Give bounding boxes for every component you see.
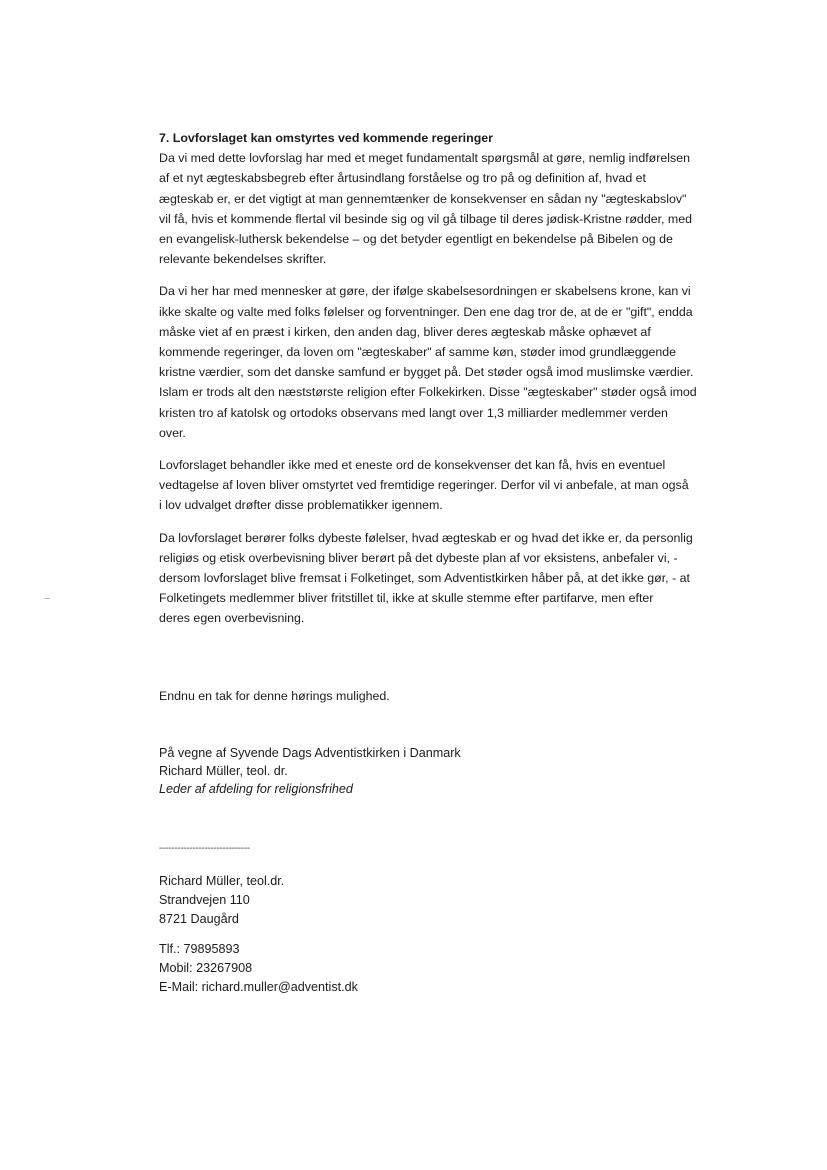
- signature-block: [159, 744, 461, 798]
- paragraph-line: deres egen overbevisning.: [159, 611, 305, 626]
- address-city: 8721 Daugård: [159, 912, 239, 926]
- scan-artifact: [44, 598, 50, 602]
- signature-role: Leder af afdeling for religionsfrihed: [159, 782, 353, 796]
- paragraph-line: Lovforslaget behandler ikke med et eneste ord de konsekvenser det kan få, hvis en eventuel: [159, 458, 666, 473]
- paragraph-line: af et nyt ægteskabsbegreb efter årtusindlang forståelse og tro på og definition af, hvad et: [159, 171, 646, 186]
- paragraph-line: Folketingets medlemmer bliver fritstillet til, ikke at skulle stemme efter partifarve, men efter: [159, 591, 654, 606]
- closing-thanks: Endnu en tak for denne hørings mulighed.: [159, 689, 390, 703]
- signature-name: Richard Müller, teol. dr.: [159, 764, 288, 778]
- separator-line: ------------------------------: [159, 843, 250, 854]
- paragraph-line: vil få, hvis et kommende flertal vil besinde sig og vil gå tilbage til deres jødisk-Kristne rødder, med: [159, 211, 693, 226]
- contact-block: [159, 940, 358, 997]
- paragraph-4: [159, 528, 779, 629]
- address-name: Richard Müller, teol.dr.: [159, 874, 285, 888]
- paragraph-line: Islam er trods alt den næststørste religion efter Folkekirken. Disse "ægteskaber" støder også imod: [159, 385, 697, 400]
- paragraph-line: i lov udvalget drøfter disse problematikker igennem.: [159, 498, 443, 513]
- contact-phone: Tlf.: 79895893: [159, 942, 240, 956]
- paragraph-line: Da vi her har med mennesker at gøre, der ifølge skabelsesordningen er skabelsens krone, kan vi: [159, 284, 691, 299]
- paragraph-line: kristen tro af katolsk og ortodoks observans med langt over 1,3 milliarder medlemmer verden: [159, 405, 668, 420]
- section-heading: 7. Lovforslaget kan omstyrtes ved kommende regeringer: [159, 131, 493, 145]
- paragraph-3: [159, 455, 779, 516]
- paragraph-line: religiøs og etisk overbevisning bliver berørt på det dybeste plan af vor eksistens, anbefaler vi, -: [159, 550, 678, 565]
- paragraph-line: måske viet af en præst i kirken, den anden dag, bliver deres ægteskab måske ophævet af: [159, 324, 651, 339]
- paragraph-line: kommende regeringer, da loven om "ægteskaber" af samme køn, støder imod grundlæggende: [159, 345, 677, 360]
- paragraph-line: dersom lovforslaget blive fremsat i Folketinget, som Adventistkirken håber på, at det ikke gør, - at: [159, 571, 690, 586]
- address-street: Strandvejen 110: [159, 893, 250, 907]
- paragraph-2: [159, 281, 779, 443]
- paragraph-line: relevante bekendelses skrifter.: [159, 252, 327, 267]
- paragraph-line: ægteskab er, er det vigtigt at man gennemtænker de konsekvenser en sådan ny "ægteskabslov": [159, 191, 687, 206]
- paragraph-line: vedtagelse af loven bliver omstyrtet ved fremtidige regeringer. Derfor vil vi anbefale, at man også: [159, 478, 689, 493]
- paragraph-1: [159, 148, 779, 269]
- paragraph-line: over.: [159, 425, 186, 440]
- contact-mobile: Mobil: 23267908: [159, 961, 253, 975]
- paragraph-line: Da vi med dette lovforslag har med et meget fundamentalt spørgsmål at gøre, nemlig indførelsen: [159, 151, 690, 166]
- contact-email: E-Mail: richard.muller@adventist.dk: [159, 980, 358, 994]
- address-block: [159, 872, 284, 929]
- letter-body: [159, 128, 779, 641]
- paragraph-line: kristne værdier, som det danske samfund er bygget på. Det støder også imod muslimske værdier.: [159, 365, 694, 380]
- signature-on-behalf: På vegne af Syvende Dags Adventistkirken i Danmark: [159, 746, 461, 760]
- paragraph-line: Da lovforslaget berører folks dybeste følelser, hvad ægteskab er og hvad det ikke er, da personlig: [159, 530, 693, 545]
- paragraph-line: ikke skalte og valte med folks følelser og forventninger. Den ene dag tror de, at de er "gift", endda: [159, 304, 693, 319]
- paragraph-line: en evangelisk-luthersk bekendelse – og det betyder egentligt en bekendelse på Bibelen og de: [159, 232, 673, 247]
